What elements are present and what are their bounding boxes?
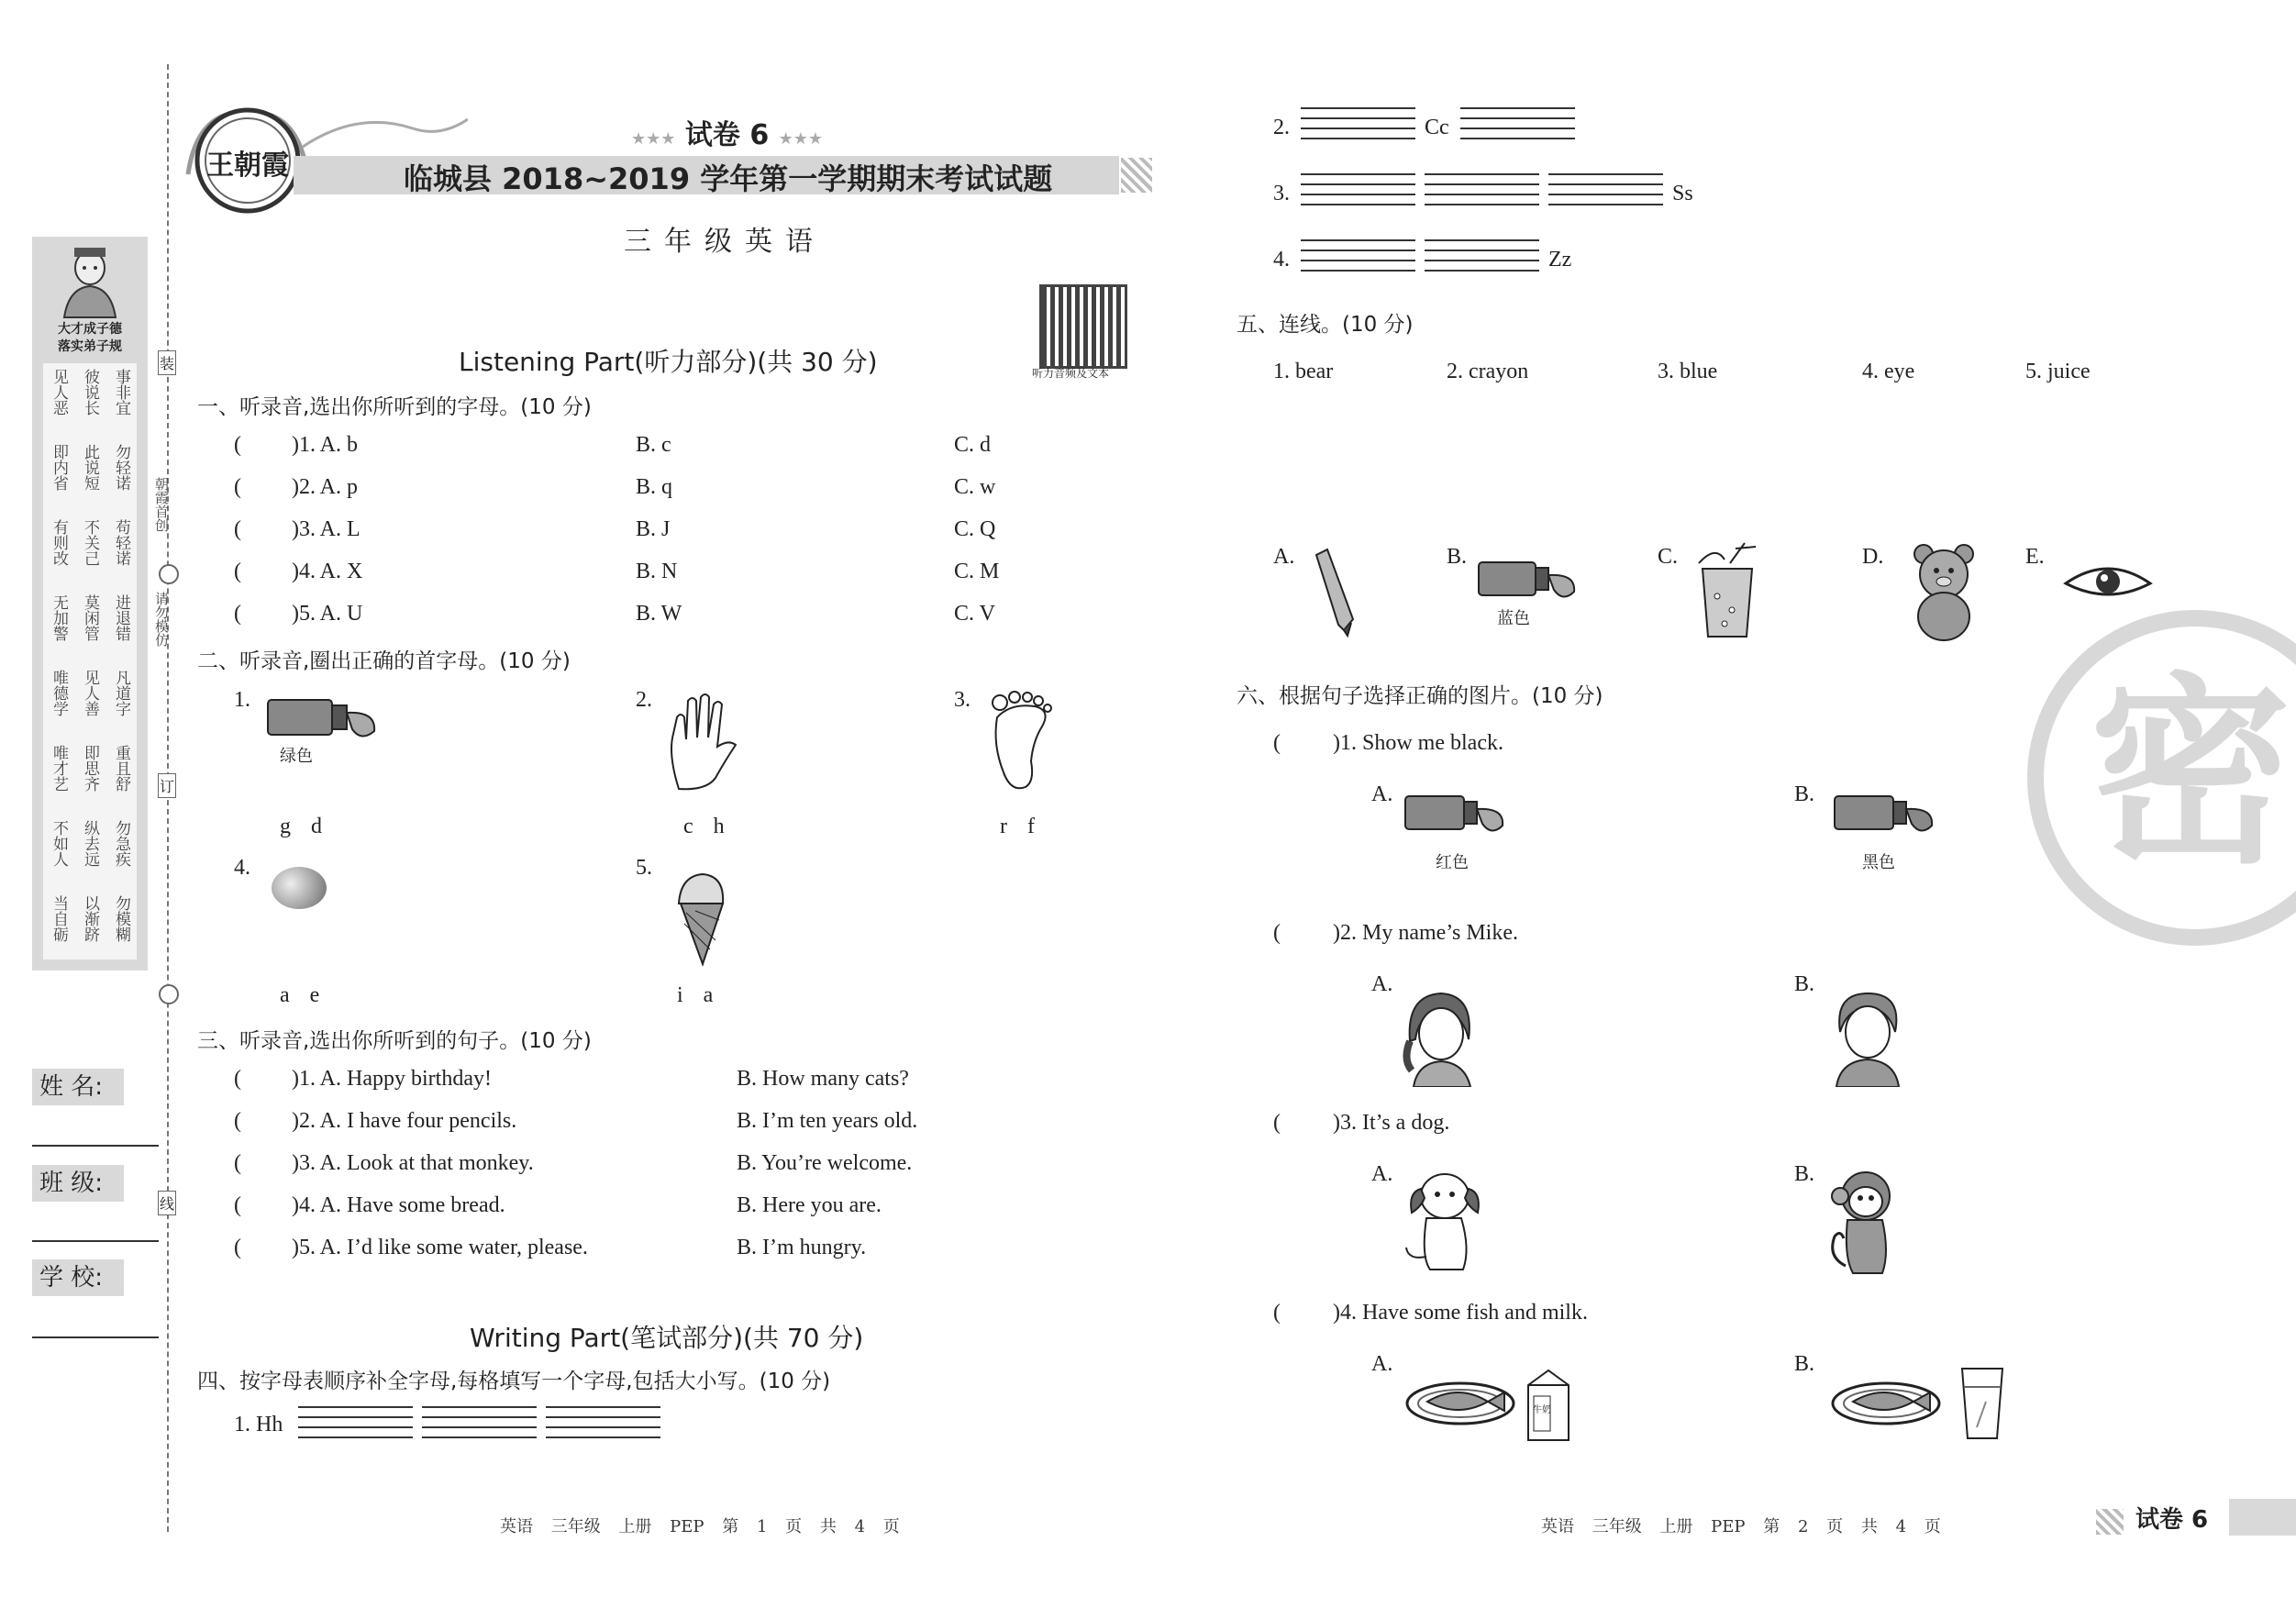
proverb-col: 勿急疾: [112, 820, 130, 867]
proverb-col: 事非宜: [112, 369, 130, 416]
proverb-row: [43, 519, 137, 566]
qr-caption: 听力音频及文本: [1032, 367, 1110, 380]
question-option-b: B. N: [636, 560, 678, 583]
section-1-title: 一、听录音,选出你所听到的字母。(10 分): [197, 395, 592, 419]
ice-cream-icon: [670, 867, 734, 968]
answer-paren[interactable]: (: [1273, 1111, 1281, 1135]
letter-choices[interactable]: i a: [677, 983, 714, 1007]
writing-heading: Writing Part(笔试部分)(共 70 分): [470, 1323, 864, 1353]
match-pic-label: A.: [1273, 545, 1295, 569]
match-pic-label: C.: [1658, 545, 1679, 569]
item-number: 4.: [234, 856, 250, 880]
sentence-option-b: B. Here you are.: [737, 1193, 882, 1217]
alphabet-item-label: 4.: [1273, 248, 1290, 272]
section-6-title: 六、根据句子选择正确的图片。(10 分): [1237, 684, 1603, 708]
proverb-row: [43, 444, 137, 491]
letter-choices[interactable]: c h: [683, 815, 725, 838]
binding-mark-ding: 订: [158, 773, 176, 798]
proverb-row: [43, 895, 137, 942]
section-3-title: 三、听录音,选出你所听到的句子。(10 分): [197, 1029, 592, 1053]
proverb-col: 不如人: [50, 820, 68, 867]
answer-paren[interactable]: (: [234, 475, 241, 499]
class-label: 班 级:: [32, 1165, 124, 1202]
question-option-a: )4. A. X: [292, 560, 363, 583]
answer-paren[interactable]: (: [1273, 921, 1281, 945]
badge-pattern: [2096, 1509, 2124, 1535]
page-footer-left: 英语 三年级 上册 PEP 第 1 页 共 4 页: [500, 1517, 900, 1536]
sentence-option-a: )1. A. Happy birthday!: [292, 1067, 492, 1091]
scholar-figure-icon: [50, 244, 129, 321]
four-line-blank[interactable]: [1460, 107, 1575, 140]
answer-paren[interactable]: (: [234, 602, 241, 626]
answer-paren[interactable]: (: [234, 1151, 241, 1175]
answer-paren[interactable]: (: [1273, 1301, 1281, 1325]
proverb-col: 勿轻诺: [112, 444, 130, 491]
option-b-label: B.: [1794, 1352, 1815, 1376]
section-4-title: 四、按字母表顺序补全字母,每格填写一个字母,包括大小写。(10 分): [197, 1370, 831, 1393]
section-5-title: 五、连线。(10 分): [1237, 313, 1414, 337]
question-option-b: B. J: [636, 517, 671, 541]
eye-icon[interactable]: [2062, 560, 2154, 605]
paint-color-caption: 红色: [1436, 853, 1469, 872]
egg-icon: [272, 867, 327, 909]
star-icon: ★★★: [778, 129, 824, 149]
question-option-a: )3. A. L: [292, 517, 360, 541]
question-text: )2. My name’s Mike.: [1333, 921, 1518, 945]
question-option-c: C. w: [954, 475, 996, 499]
match-word[interactable]: 3. blue: [1658, 360, 1718, 383]
water-glass-icon[interactable]: [1958, 1365, 2006, 1443]
binding-mark-xian: 线: [158, 1191, 176, 1215]
letter-choices[interactable]: a e: [280, 983, 320, 1007]
proverb-col: 不关己: [81, 519, 99, 566]
question-option-c: C. d: [954, 433, 992, 457]
paint-tube-icon[interactable]: [1833, 789, 1943, 844]
question-option-c: C. V: [954, 602, 995, 626]
name-field[interactable]: [32, 1145, 159, 1147]
binding-note-2: 请勿模仿: [153, 592, 170, 647]
item-number: 3.: [954, 688, 971, 712]
proverb-row: [43, 745, 137, 792]
name-label: 姓 名:: [32, 1069, 124, 1105]
question-text: )3. It’s a dog.: [1333, 1111, 1450, 1135]
proverb-row: [43, 670, 137, 716]
four-line-blank[interactable]: [1548, 173, 1663, 206]
paint-color-caption: 绿色: [280, 747, 313, 766]
four-line-blank[interactable]: [1301, 107, 1415, 140]
four-line-blank[interactable]: [1425, 239, 1539, 272]
binding-dashed-line: [167, 64, 169, 1532]
letter-choices[interactable]: r f: [1000, 815, 1035, 838]
proverb-col: 勿模糊: [112, 895, 130, 942]
answer-paren[interactable]: (: [234, 1236, 241, 1259]
match-word[interactable]: 5. juice: [2025, 360, 2091, 383]
proverb-col: 当自砺: [50, 895, 68, 942]
ribbon-decoration-icon: [303, 101, 468, 156]
sentence-option-b: B. I’m ten years old.: [737, 1109, 918, 1133]
proverb-col: 莫闲管: [81, 594, 99, 641]
sentence-option-a: )2. A. I have four pencils.: [292, 1109, 517, 1133]
girl-portrait-icon[interactable]: [1399, 986, 1481, 1087]
option-a-label: A.: [1371, 1352, 1393, 1376]
answer-paren[interactable]: (: [234, 433, 241, 457]
answer-paren[interactable]: (: [234, 1109, 241, 1133]
proverb-row: [43, 594, 137, 641]
match-word[interactable]: 2. crayon: [1447, 360, 1529, 383]
paint-color-caption: 黑色: [1862, 853, 1895, 872]
given-letters: Cc: [1425, 116, 1449, 139]
fish-plate-icon[interactable]: [1829, 1367, 1944, 1426]
option-b-label: B.: [1794, 972, 1815, 996]
listening-heading: Listening Part(听力部分)(共 30 分): [459, 347, 878, 377]
four-line-blank[interactable]: [1425, 173, 1539, 206]
foot-icon: [983, 690, 1057, 795]
match-pic-label: D.: [1862, 545, 1884, 569]
proverb-col: 即内省: [50, 444, 68, 491]
banner-line-1: 大才成子德: [58, 322, 122, 337]
item-number: 2.: [636, 688, 652, 712]
fish-plate-icon[interactable]: [1403, 1367, 1518, 1426]
proverb-col: 即思齐: [81, 745, 99, 792]
sentence-option-b: B. How many cats?: [737, 1067, 909, 1091]
question-text: )1. Show me black.: [1333, 731, 1503, 755]
proverb-col: 见人恶: [50, 369, 68, 416]
banner-line-2: 落实弟子规: [58, 339, 122, 354]
proverb-col: 见人善: [81, 670, 99, 716]
star-icon: ★★★: [631, 129, 676, 149]
paint-tube-icon: [266, 693, 385, 748]
question-option-b: B. W: [636, 602, 682, 626]
proverb-col: 此说短: [81, 444, 99, 491]
qr-code-icon[interactable]: [1039, 284, 1127, 369]
question-option-b: B. q: [636, 475, 673, 499]
school-field[interactable]: [32, 1336, 159, 1338]
option-b-label: B.: [1794, 1162, 1815, 1186]
juice-glass-icon[interactable]: [1690, 541, 1763, 642]
four-line-blank[interactable]: [1301, 239, 1415, 272]
four-line-blank[interactable]: [1301, 173, 1415, 206]
answer-paren[interactable]: (: [234, 1193, 241, 1217]
alphabet-item-label: 1. Hh: [234, 1413, 283, 1436]
school-label: 学 校:: [32, 1259, 124, 1296]
proverb-col: 重且舒: [112, 745, 130, 792]
sentence-option-a: )5. A. I’d like some water, please.: [292, 1236, 588, 1259]
milk-label: 牛奶: [1533, 1405, 1551, 1415]
answer-paren[interactable]: (: [234, 517, 241, 541]
question-option-b: B. c: [636, 433, 671, 457]
given-letters: Ss: [1672, 182, 1693, 205]
hand-icon: [660, 690, 743, 791]
proverb-banner: [38, 321, 142, 356]
proverb-col: 苟轻诺: [112, 519, 130, 566]
option-a-label: A.: [1371, 782, 1393, 806]
proverb-col: 唯才艺: [50, 745, 68, 792]
sentence-option-b: B. I’m hungry.: [737, 1236, 867, 1259]
answer-paren[interactable]: (: [1273, 731, 1281, 755]
proverb-col: 纵去远: [81, 820, 99, 867]
proverb-row: [43, 820, 137, 867]
proverb-row: [43, 369, 137, 416]
watermark-text: 密: [2090, 656, 2292, 891]
match-pic-label: E.: [2025, 545, 2045, 569]
question-option-a: )2. A. p: [292, 475, 358, 499]
binding-note-1: 朝霞首创: [153, 477, 170, 532]
page-footer-right: 英语 三年级 上册 PEP 第 2 页 共 4 页: [1541, 1517, 1941, 1536]
answer-paren[interactable]: (: [234, 560, 241, 583]
given-letters: Zz: [1548, 248, 1572, 272]
question-text: )4. Have some fish and milk.: [1333, 1301, 1588, 1325]
match-pic-label: B.: [1447, 545, 1468, 569]
option-a-label: A.: [1371, 1162, 1393, 1186]
sentence-option-a: )4. A. Have some bread.: [292, 1193, 505, 1217]
item-number: 5.: [636, 856, 652, 880]
paint-color-caption: 蓝色: [1497, 609, 1530, 628]
dog-icon[interactable]: [1399, 1165, 1486, 1275]
proverb-col: 以渐跻: [81, 895, 99, 942]
option-b-label: B.: [1794, 782, 1815, 806]
section-2-title: 二、听录音,圈出正确的首字母。(10 分): [197, 649, 571, 673]
page-title: 临城县 2018~2019 学年第一学期期末考试试题: [404, 161, 1053, 196]
match-word[interactable]: 1. bear: [1273, 360, 1334, 383]
milk-carton-icon[interactable]: [1521, 1365, 1576, 1443]
question-option-a: )1. A. b: [292, 433, 358, 457]
alphabet-item-label: 3.: [1273, 182, 1290, 205]
question-option-a: )5. A. U: [292, 602, 363, 626]
question-option-c: C. Q: [954, 517, 996, 541]
paper-badge: 试卷 6: [2135, 1506, 2209, 1534]
logo-text: 王朝霞: [206, 150, 289, 182]
proverb-col: 凡道字: [112, 670, 130, 716]
option-a-label: A.: [1371, 972, 1393, 996]
binding-hole-icon: [159, 984, 179, 1004]
proverb-col: 进退错: [112, 594, 130, 641]
question-option-c: C. M: [954, 560, 1000, 583]
badge-band: [2229, 1499, 2296, 1536]
sentence-option-a: )3. A. Look at that monkey.: [292, 1151, 534, 1175]
crayon-icon[interactable]: [1307, 546, 1362, 638]
proverb-grid: [43, 363, 137, 959]
subject-title: 三年级英语: [624, 226, 826, 258]
paint-tube-icon[interactable]: [1403, 789, 1514, 844]
class-field[interactable]: [32, 1240, 159, 1242]
proverb-col: 无加警: [50, 594, 68, 641]
proverb-col: 唯德学: [50, 670, 68, 716]
four-line-blank[interactable]: [298, 1406, 413, 1439]
match-word[interactable]: 4. eye: [1862, 360, 1915, 383]
item-number: 1.: [234, 688, 250, 712]
proverb-panel: [32, 237, 148, 970]
monkey-icon[interactable]: [1824, 1165, 1911, 1280]
four-line-blank[interactable]: [546, 1406, 660, 1439]
alphabet-item-label: 2.: [1273, 116, 1290, 139]
series-text: 试卷 6: [684, 119, 770, 151]
title-band-pattern: [1121, 158, 1152, 193]
proverb-col: 有则改: [50, 519, 68, 566]
teddy-bear-icon[interactable]: [1903, 541, 1986, 647]
proverb-col: 彼说长: [81, 369, 99, 416]
binding-mark-zhuang: 装: [158, 350, 176, 375]
paint-tube-icon[interactable]: [1477, 555, 1582, 610]
boy-portrait-icon[interactable]: [1825, 986, 1908, 1087]
four-line-blank[interactable]: [422, 1406, 537, 1439]
answer-paren[interactable]: (: [234, 1067, 241, 1091]
letter-choices[interactable]: g d: [280, 815, 322, 838]
binding-hole-icon: [159, 564, 179, 584]
series-label: [631, 112, 823, 152]
watermark-seal: [2027, 610, 2296, 946]
sentence-option-b: B. You’re welcome.: [737, 1151, 913, 1175]
